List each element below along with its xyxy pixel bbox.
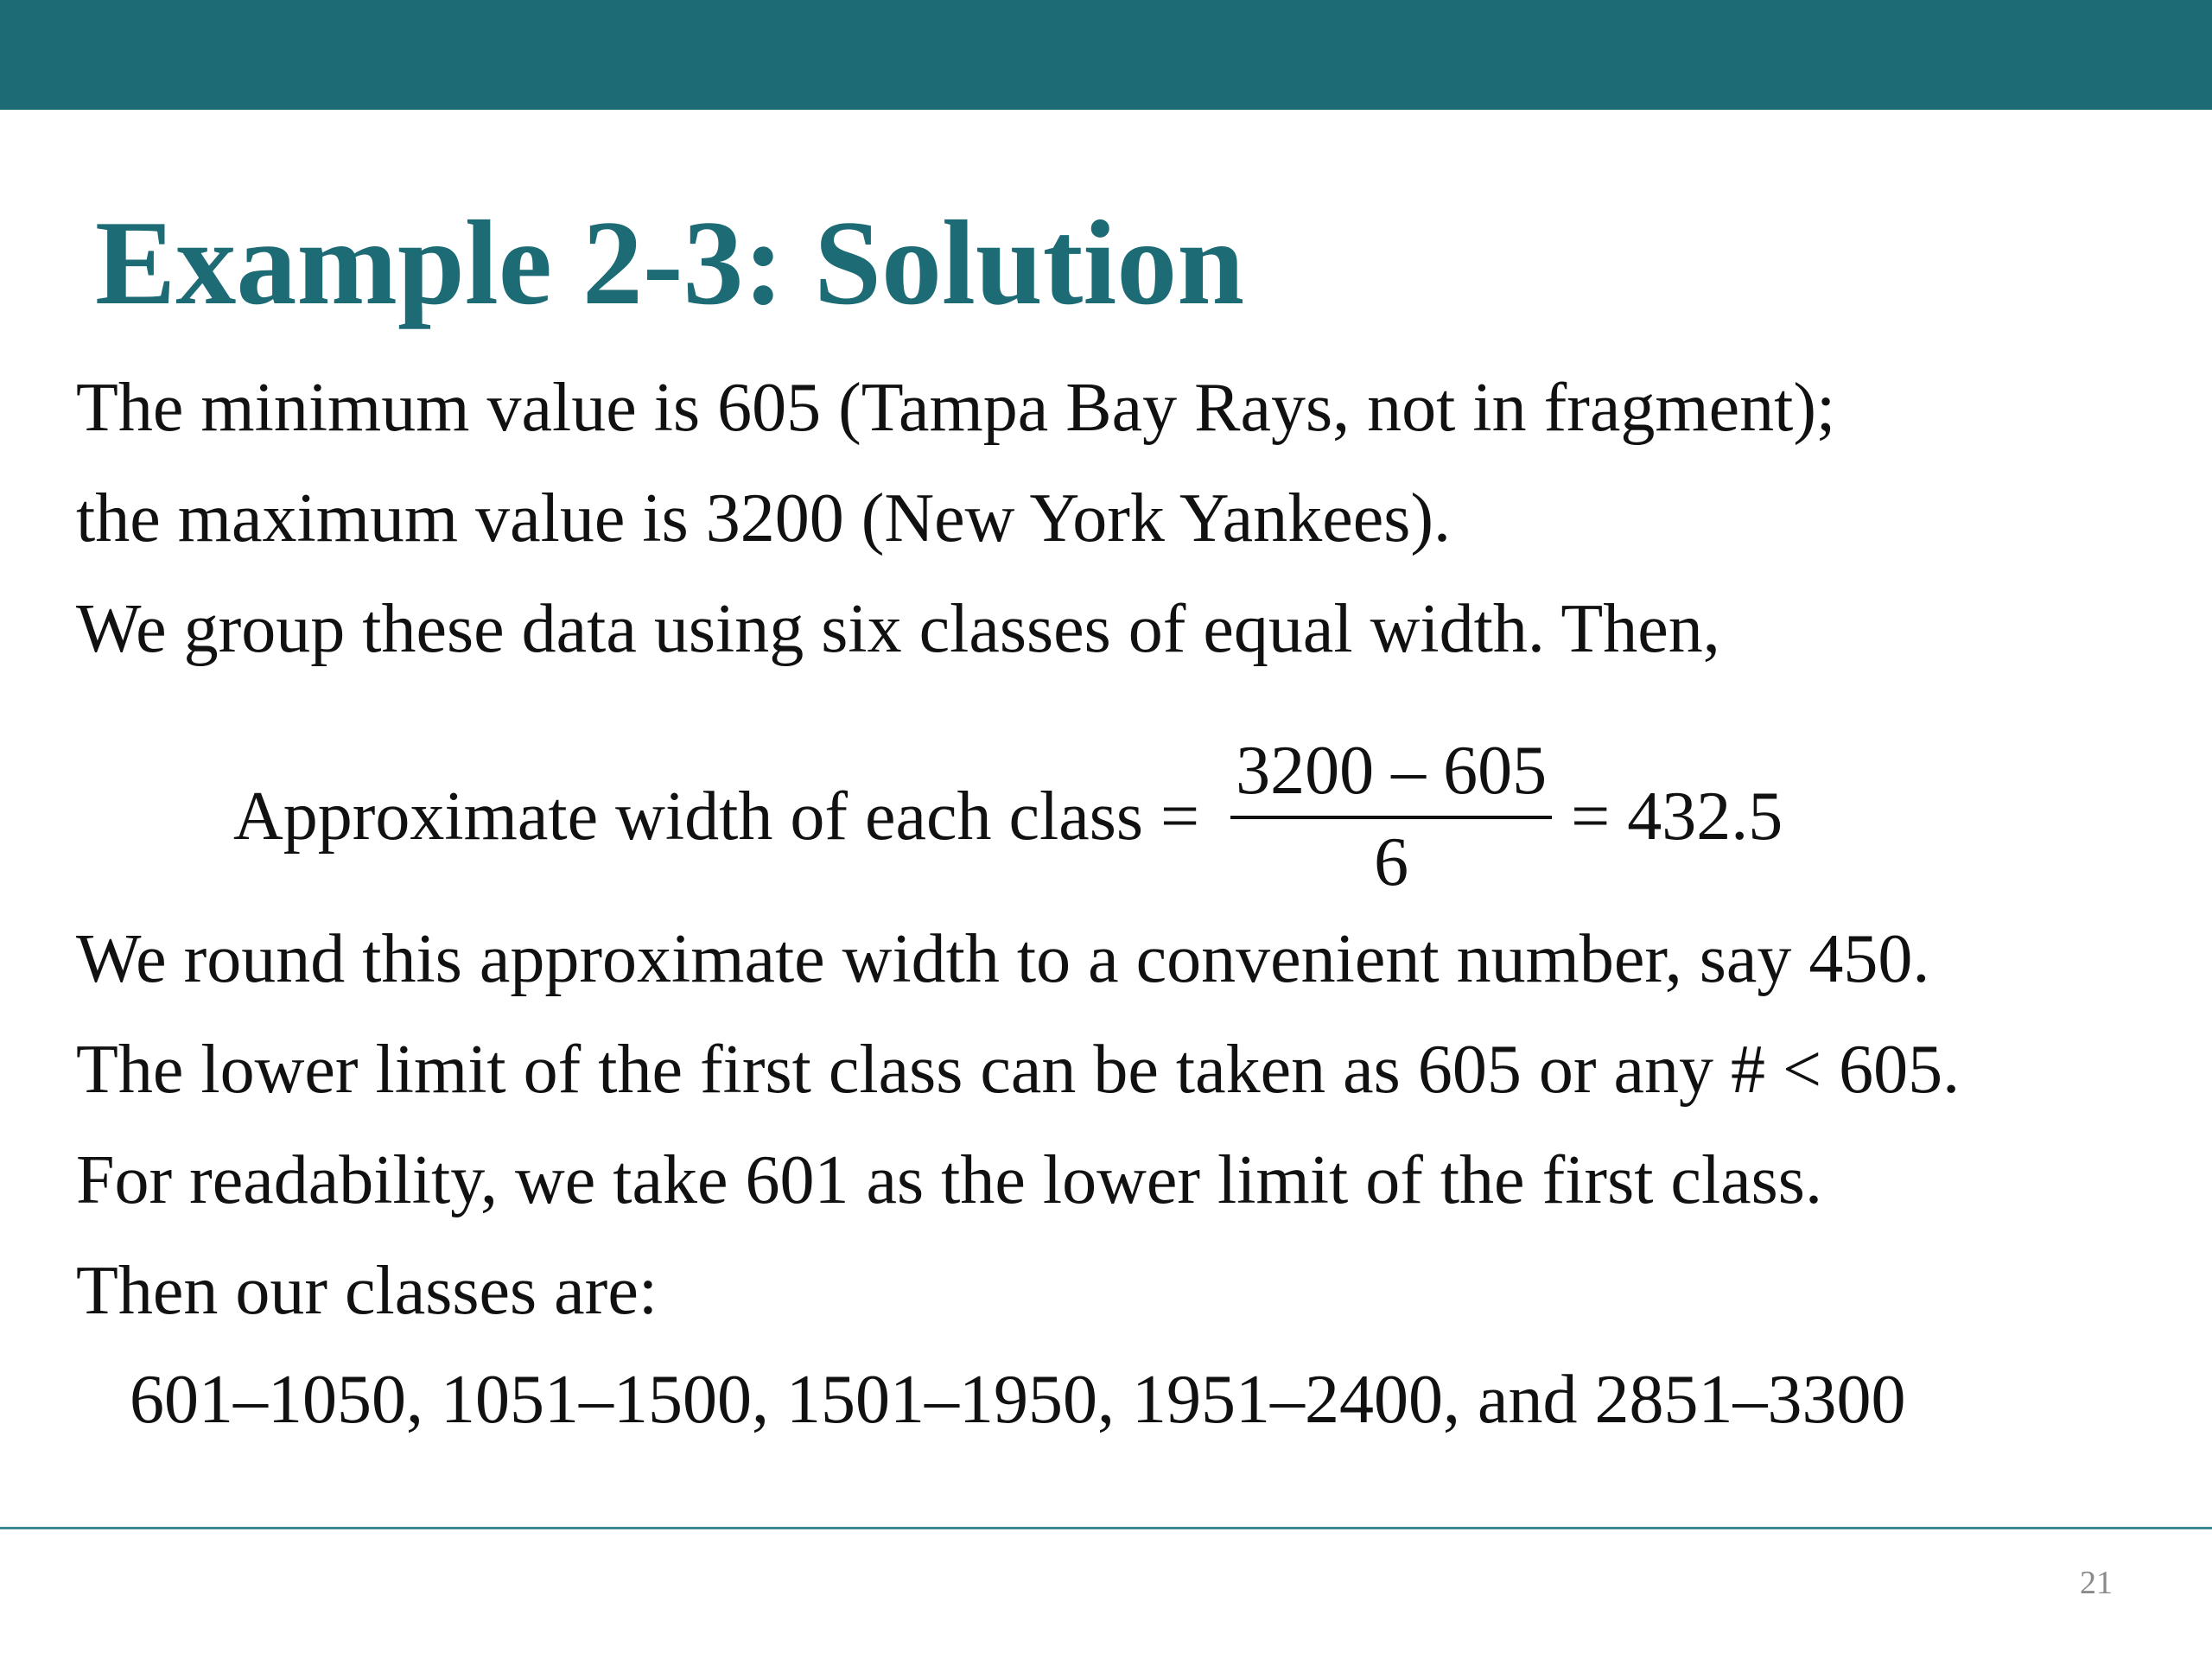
class-list: 601–1050, 1051–1500, 1501–1950, 1951–2400, and 2851–3300: [130, 1362, 1906, 1438]
formula-lhs: Approximate width of each class =: [233, 778, 1200, 855]
text-line-classes-intro: Then our classes are:: [76, 1253, 658, 1329]
class-width-formula: [233, 717, 1783, 916]
formula-result: = 432.5: [1571, 778, 1783, 855]
text-line-grouping: We group these data using six classes of equal width. Then,: [76, 591, 1720, 667]
text-line-maximum: the maximum value is 3200 (New York Yankees).: [76, 480, 1451, 556]
page-number: 21: [2080, 1565, 2113, 1601]
footer-rule: [0, 1527, 2212, 1529]
header-bar: [0, 0, 2212, 110]
formula-fraction: [1230, 728, 1552, 906]
formula-numerator: 3200 – 605: [1230, 728, 1552, 819]
text-line-minimum: The minimum value is 605 (Tampa Bay Rays, not in fragment);: [76, 370, 1836, 446]
slide-title: Example 2-3: Solution: [95, 196, 1245, 330]
formula-denominator: 6: [1374, 824, 1409, 900]
text-line-readability: For readability, we take 601 as the lower limit of the first class.: [76, 1142, 1822, 1218]
text-line-lower-limit: The lower limit of the first class can be taken as 605 or any # < 605.: [76, 1032, 1961, 1108]
text-line-rounding: We round this approximate width to a convenient number, say 450.: [76, 921, 1930, 997]
